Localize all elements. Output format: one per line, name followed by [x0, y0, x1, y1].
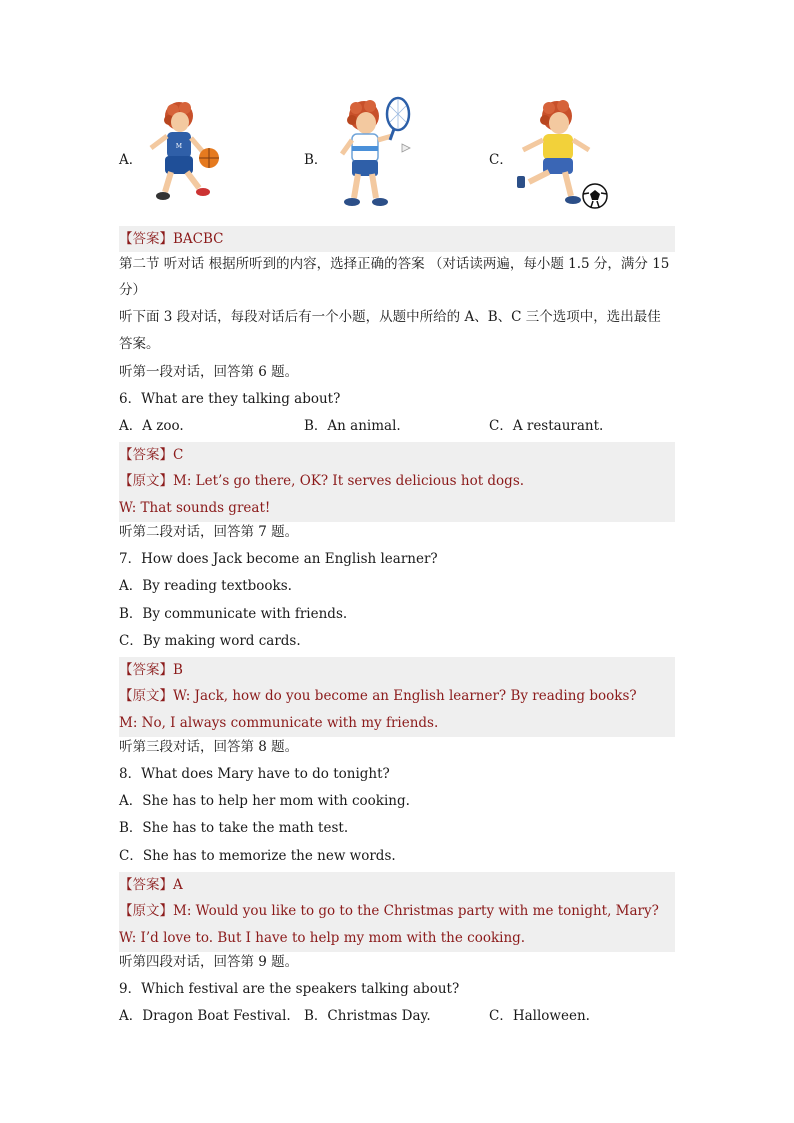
option-b: B．An animal.: [304, 418, 401, 434]
option-a: A．A zoo.: [119, 418, 184, 434]
section-2-instruction: 听下面 3 段对话，每段对话后有一个小题，从题中所给的 A、B、C 三个选项中，选出最佳: [119, 309, 661, 325]
dialog-intro: 听第一段对话，回答第 6 题。: [119, 364, 299, 380]
option-b: B．Christmas Day.: [304, 1008, 431, 1024]
option-c: C．She has to memorize the new words.: [119, 848, 396, 864]
option-b: B．By communicate with friends.: [119, 606, 348, 622]
dialog-intro: 听第三段对话，回答第 8 题。: [119, 739, 299, 755]
option-letter: B．: [304, 152, 328, 168]
transcript-8-line-2: W: I’d love to. But I have to help my mom with the cooking.: [119, 924, 675, 952]
option-c: C．A restaurant.: [489, 418, 604, 434]
svg-text:M: M: [175, 143, 183, 150]
picture-option-a: [119, 96, 239, 216]
option-letter: A．: [119, 152, 143, 168]
option-c: C．By making word cards.: [119, 633, 301, 649]
option-letter: C．: [489, 152, 513, 168]
option-c: C．Halloween.: [489, 1008, 590, 1024]
question-7: 7．How does Jack become an English learner?: [119, 551, 438, 567]
option-a: A．Dragon Boat Festival.: [119, 1008, 291, 1024]
transcript-7-line-1: 【原文】W: Jack, how do you become an English learner? By reading books?: [119, 683, 675, 709]
question-9-options: [119, 1006, 675, 1026]
transcript-6-line-1: 【原文】M: Let’s go there, OK? It serves delicious hot dogs.: [119, 468, 675, 494]
tennis-boy-icon: [328, 96, 414, 212]
dialog-intro: 听第二段对话，回答第 7 题。: [119, 524, 299, 540]
transcript-7-line-2: M: No, I always communicate with my friends.: [119, 709, 675, 737]
question-9: 9．Which festival are the speakers talking about?: [119, 981, 460, 997]
answer-6: 【答案】C: [119, 442, 675, 468]
dialog-intro: 听第四段对话，回答第 9 题。: [119, 954, 299, 970]
answer-section-1: 【答案】BACBC: [119, 226, 675, 252]
picture-option-b: [304, 96, 424, 216]
section-2-title-cont: 分）: [119, 282, 146, 298]
transcript-6-line-2: W: That sounds great!: [119, 494, 675, 522]
picture-option-c: [489, 96, 619, 216]
question-8: 8．What does Mary have to do tonight?: [119, 766, 390, 782]
question-6: 6．What are they talking about?: [119, 391, 341, 407]
option-b: B．She has to take the math test.: [119, 820, 349, 836]
answer-8: 【答案】A: [119, 872, 675, 898]
section-2-title: 第二节 听对话 根据所听到的内容，选择正确的答案 （对话读两遍，每小题 1.5 分，满分 15: [119, 256, 670, 272]
soccer-boy-icon: [515, 96, 609, 212]
transcript-8-line-1: 【原文】M: Would you like to go to the Christmas party with me tonight, Mary?: [119, 898, 675, 924]
answer-7: 【答案】B: [119, 657, 675, 683]
option-a: A．She has to help her mom with cooking.: [119, 793, 410, 809]
basketball-boy-icon: [143, 96, 223, 208]
section-2-instruction-cont: 答案。: [119, 336, 160, 352]
picture-options-row: [119, 96, 675, 216]
option-a: A．By reading textbooks.: [119, 578, 292, 594]
question-6-options: [119, 416, 675, 436]
